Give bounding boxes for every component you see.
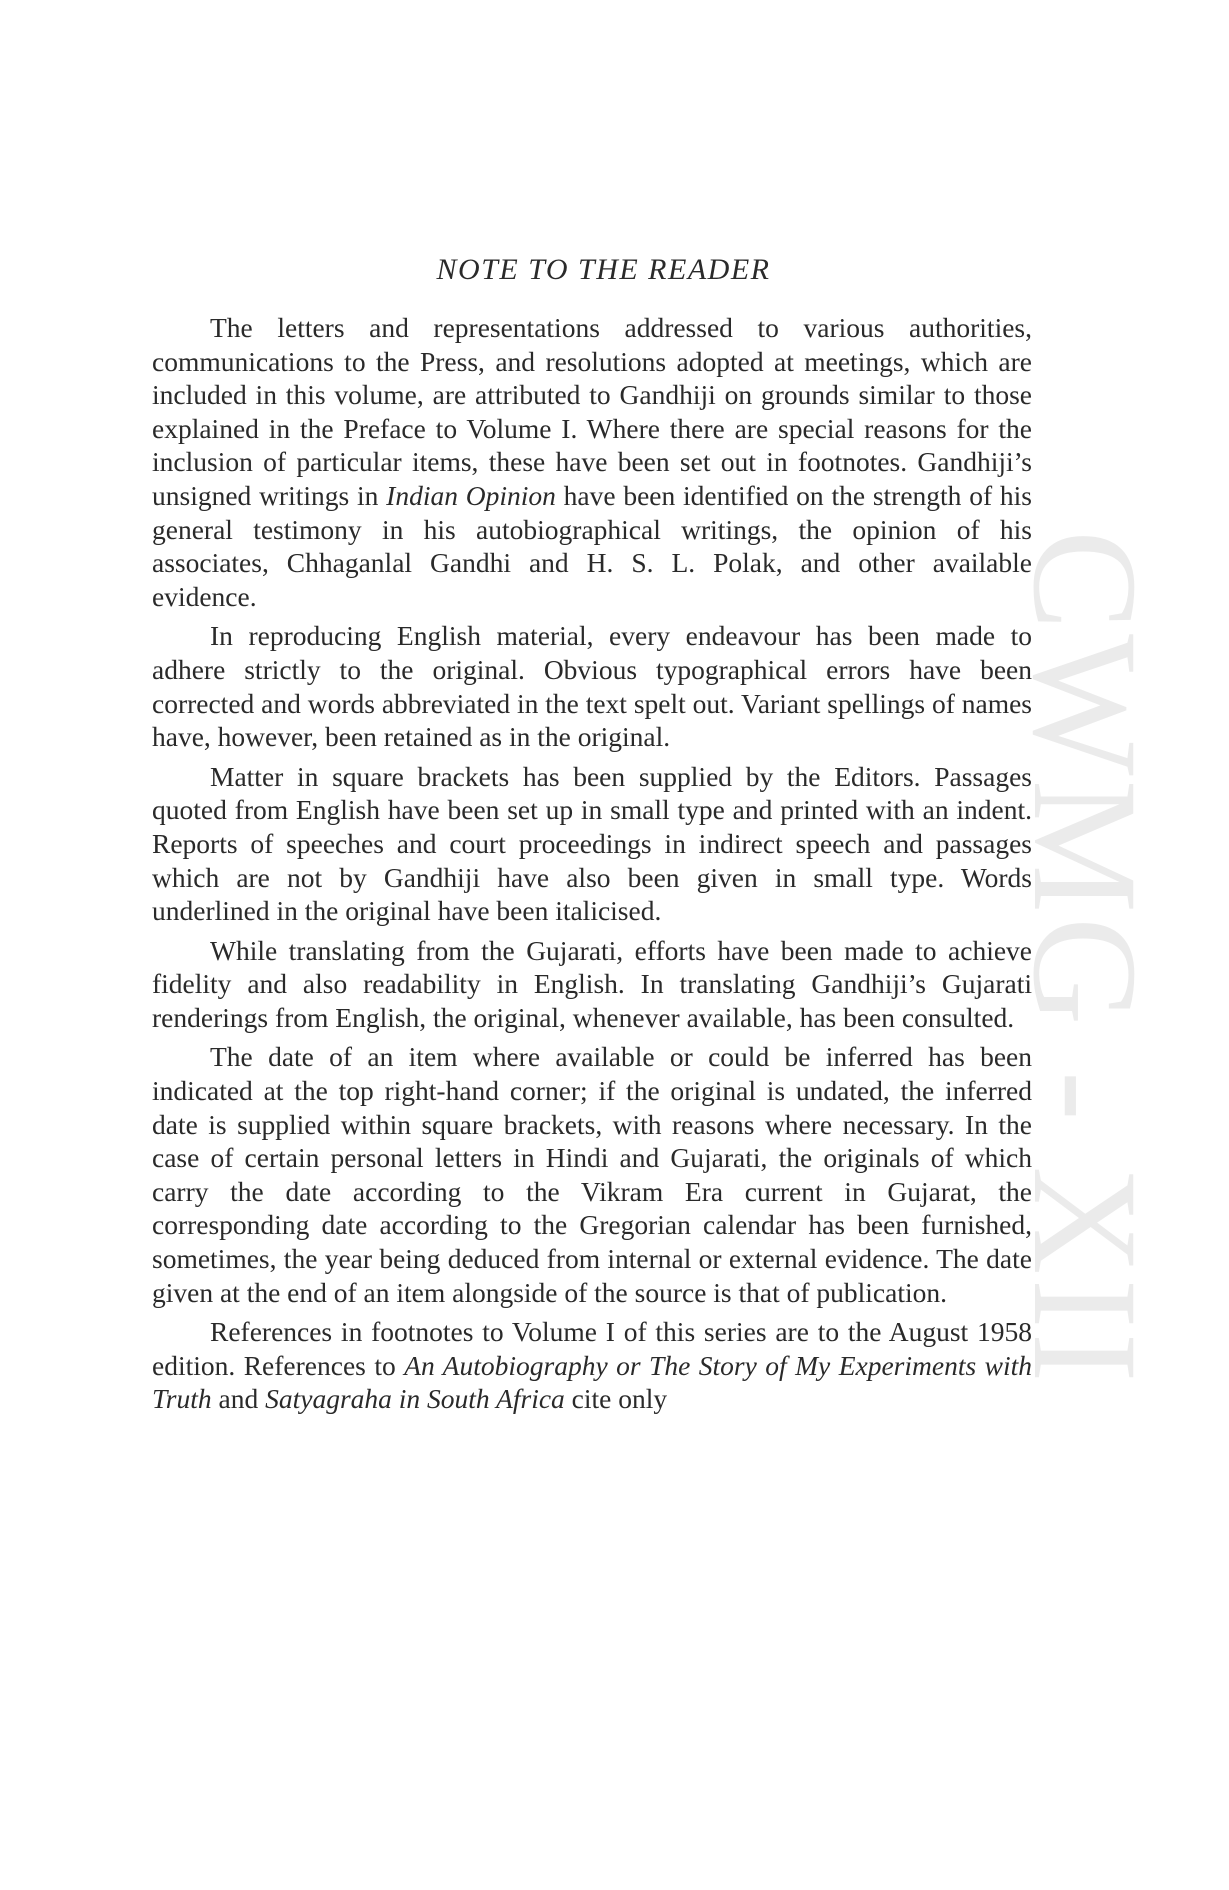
text-run: cite only <box>564 1383 668 1415</box>
paragraph <box>152 934 1032 1035</box>
text-run: and <box>211 1383 266 1415</box>
paragraph <box>152 311 1032 613</box>
paragraph <box>152 1040 1032 1309</box>
paragraph <box>152 1315 1032 1416</box>
paragraph <box>152 760 1032 928</box>
text-run: The letters and representations addressed to various authorities, communications to the Press, and resolutions adopted at meetings, which are included in this volume, are attributed to Gandhiji on grounds similar to those explained in the Preface to Volume I. Where there are special reasons for the inclusion of particular items, these have been set out in footnotes. Gandhiji’s unsigned writings in <box>152 312 1032 511</box>
text-run: The date of an item where available or could be inferred has been indicated at the top right-hand corner; if the original is undated, the inferred date is supplied within square brackets, with reasons where necessary. In the case of certain personal letters in Hindi and Gujarati, the originals of which carry the date according to the Vikram Era current in Gujarat, the corresponding date according to the Gregorian calendar has been furnished, sometimes, the year being deduced from internal or external evidence. The date given at the end of an item alongside of the source is that of publication. <box>152 1041 1032 1308</box>
text-run: have been identified on the strength of his general testimony in his autobiographical writings, the opinion of his associates, Chhaganlal Gandhi and H. S. L. Polak, and other available evidence. <box>152 479 1032 612</box>
text-run: While translating from the Gujarati, efforts have been made to achieve fidelity and also readability in English. In translating Gandhiji’s Gujarati renderings from English, the original, whenever available, has been consulted. <box>152 934 1032 1033</box>
text-run: In reproducing English material, every endeavour has been made to adhere strictly to the original. Obvious typographical errors have been corrected and words abbreviated in the text spelt out. Variant spellings of names have, however, been retained as in the original. <box>152 620 1032 753</box>
italic-run: Indian Opinion <box>386 479 556 511</box>
italic-run: Satyagraha in South Africa <box>265 1383 565 1415</box>
paragraph <box>152 619 1032 753</box>
watermark-text: CWMG - XII <box>1002 530 1168 1387</box>
italic-run: An Autobiography or The Story of My Experiments with Truth <box>152 1349 1033 1415</box>
page-title: NOTE TO THE READER <box>436 253 771 286</box>
text-run: Matter in square brackets has been supplied by the Editors. Passages quoted from English have been set up in small type and printed with an indent. Reports of speeches and court proceedings in indirect speech and passages which are not by Gandhiji have also been given in small type. Words underlined in the original have been italicised. <box>152 760 1032 927</box>
text-run: References in footnotes to Volume I of this series are to the August 1958 edition. References to <box>152 1316 1032 1381</box>
body-text <box>152 311 1032 1416</box>
watermark <box>1002 530 1168 1387</box>
